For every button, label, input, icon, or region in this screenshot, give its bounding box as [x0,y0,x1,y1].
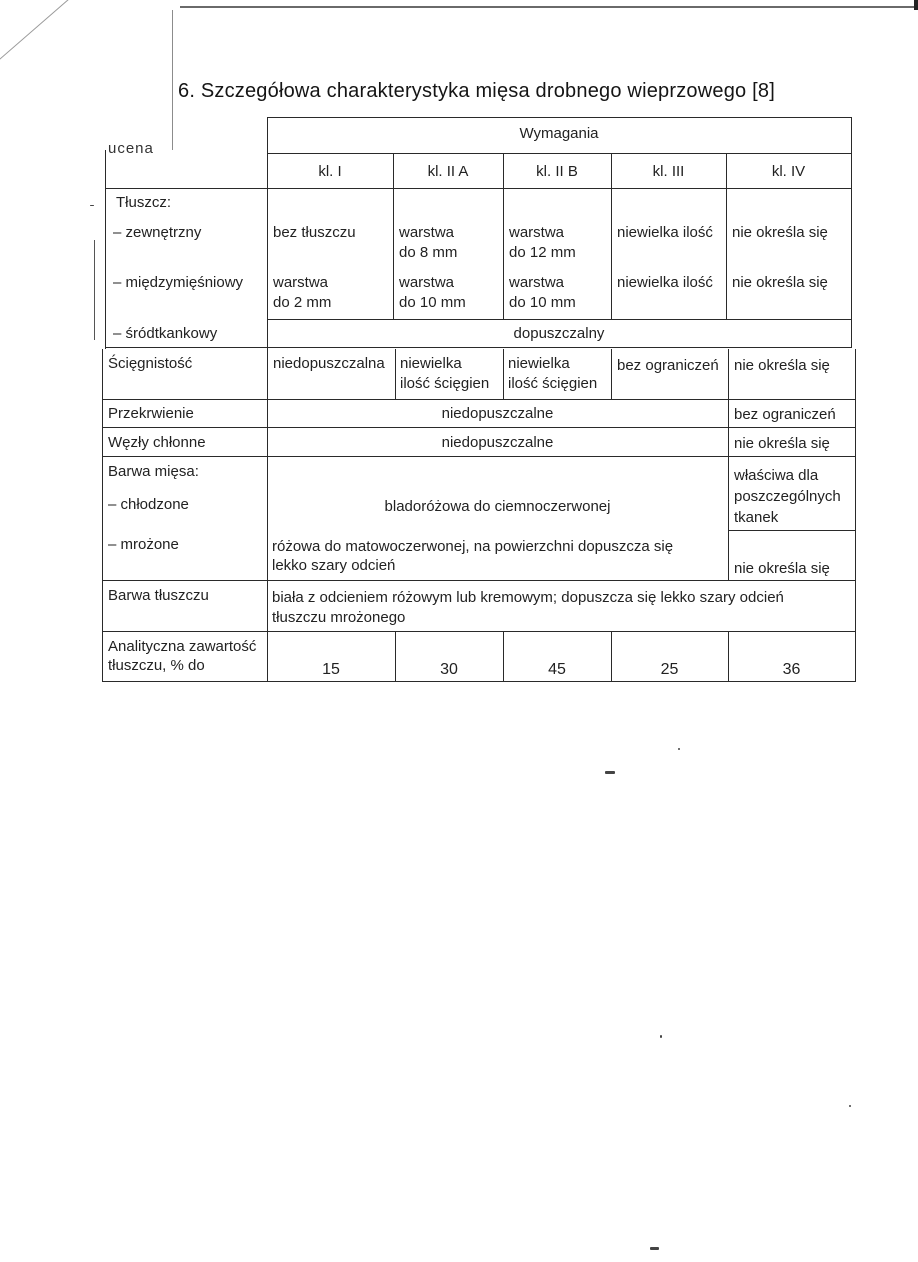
header-class-1: kl. I [318,163,342,180]
row-label-intermuscular-fat: – międzymięśniowy [113,274,244,291]
intermuscular-class-2b-line2: do 10 mm [509,294,576,311]
row-label-intramuscular-fat: – śródtkankowy [113,325,218,342]
fat-color-line2: tłuszczu mrożonego [272,609,406,626]
requirements-header: Wymagania [519,125,599,142]
intermuscular-class-4: nie określa się [732,274,828,291]
tendons-class-3: bez ograniczeń [617,357,719,374]
chilled-class-4-line1: właściwa dla [734,467,819,484]
scan-speck [660,1035,662,1038]
scan-speck [678,748,680,750]
scan-speck [650,1247,659,1250]
lymph-nodes-classes-1-3: niedopuszczalne [441,434,554,451]
scan-speck [849,1105,851,1107]
congestion-classes-1-3: niedopuszczalne [441,405,554,422]
external-fat-class-4: nie określa się [732,224,828,241]
header-class-2b: kl. II B [536,163,578,180]
row-label-meat-color: Barwa mięsa: [108,463,199,480]
intermuscular-class-1-line2: do 2 mm [273,294,332,311]
frozen-color-line1: różowa do matowoczerwonej, na powierzchni dopuszcza się [272,538,674,555]
intermuscular-class-3: niewielka ilość [617,274,713,291]
cut-off-column-header: ucena [108,140,154,157]
frozen-color-line2: lekko szary odcień [272,557,396,574]
frozen-class-4: nie określa się [734,560,830,577]
fat-content-class-2b: 45 [548,661,566,678]
chilled-color-classes-1-3: bladoróżowa do ciemnoczerwonej [384,498,611,515]
external-fat-class-2b-line2: do 12 mm [509,244,576,261]
table-title: 6. Szczegółowa charakterystyka mięsa drobnego wieprzowego [8] [178,80,775,102]
header-class-2a: kl. II A [427,163,469,180]
folded-corner [0,0,175,150]
fat-content-class-3: 25 [660,661,679,678]
fat-content-class-2a: 30 [440,661,458,678]
tendons-class-2a-line1: niewielka [400,355,462,372]
intermuscular-class-2a-line2: do 10 mm [399,294,466,311]
row-label-lymph-nodes: Węzły chłonne [108,434,206,451]
fold-shadow-line [172,10,173,150]
scan-speck [90,205,94,206]
external-fat-class-3: niewielka ilość [617,224,713,241]
row-label-congestion: Przekrwienie [108,405,194,422]
header-class-3: kl. III [652,163,685,180]
intramuscular-all-classes: dopuszczalny [513,325,605,342]
row-label-fat: Tłuszcz: [116,194,172,211]
fat-content-class-1: 15 [322,661,340,678]
row-label-external-fat: – zewnętrzny [113,224,202,241]
tendons-class-1: niedopuszczalna [273,355,385,372]
row-label-fat-content-line2: tłuszczu, % do [108,657,205,674]
fat-content-class-4: 36 [782,661,801,678]
row-label-frozen: – mrożone [108,536,179,553]
external-fat-class-2b-line1: warstwa [509,224,565,241]
header-class-4: kl. IV [771,163,806,180]
external-fat-class-2a-line2: do 8 mm [399,244,458,261]
edge-mark [914,0,918,10]
tendons-class-2b-line1: niewielka [508,355,570,372]
external-fat-class-1: bez tłuszczu [273,224,356,241]
row-label-fat-content-line1: Analityczna zawartość [108,638,257,655]
tendons-class-2a-line2: ilość ścięgien [400,375,490,392]
chilled-class-4-line2: poszczególnych [734,488,841,505]
row-label-chilled: – chłodzone [108,496,189,513]
chilled-class-4-line3: tkanek [734,509,779,526]
lymph-nodes-class-4: nie określa się [734,435,830,452]
scan-speck [605,771,615,774]
page-top-edge [180,6,918,8]
congestion-class-4: bez ograniczeń [734,406,836,423]
row-label-fat-color: Barwa tłuszczu [108,587,209,604]
intermuscular-class-2a-line1: warstwa [399,274,455,291]
intermuscular-class-1-line1: warstwa [273,274,329,291]
fat-color-line1: biała z odcieniem różowym lub kremowym; dopuszcza się lekko szary odcień [272,589,784,606]
external-fat-class-2a-line1: warstwa [399,224,455,241]
tendons-class-4: nie określa się [734,357,830,374]
row-label-tendons: Ścięgnistość [108,355,193,372]
intermuscular-class-2b-line1: warstwa [509,274,565,291]
tendons-class-2b-line2: ilość ścięgien [508,375,598,392]
